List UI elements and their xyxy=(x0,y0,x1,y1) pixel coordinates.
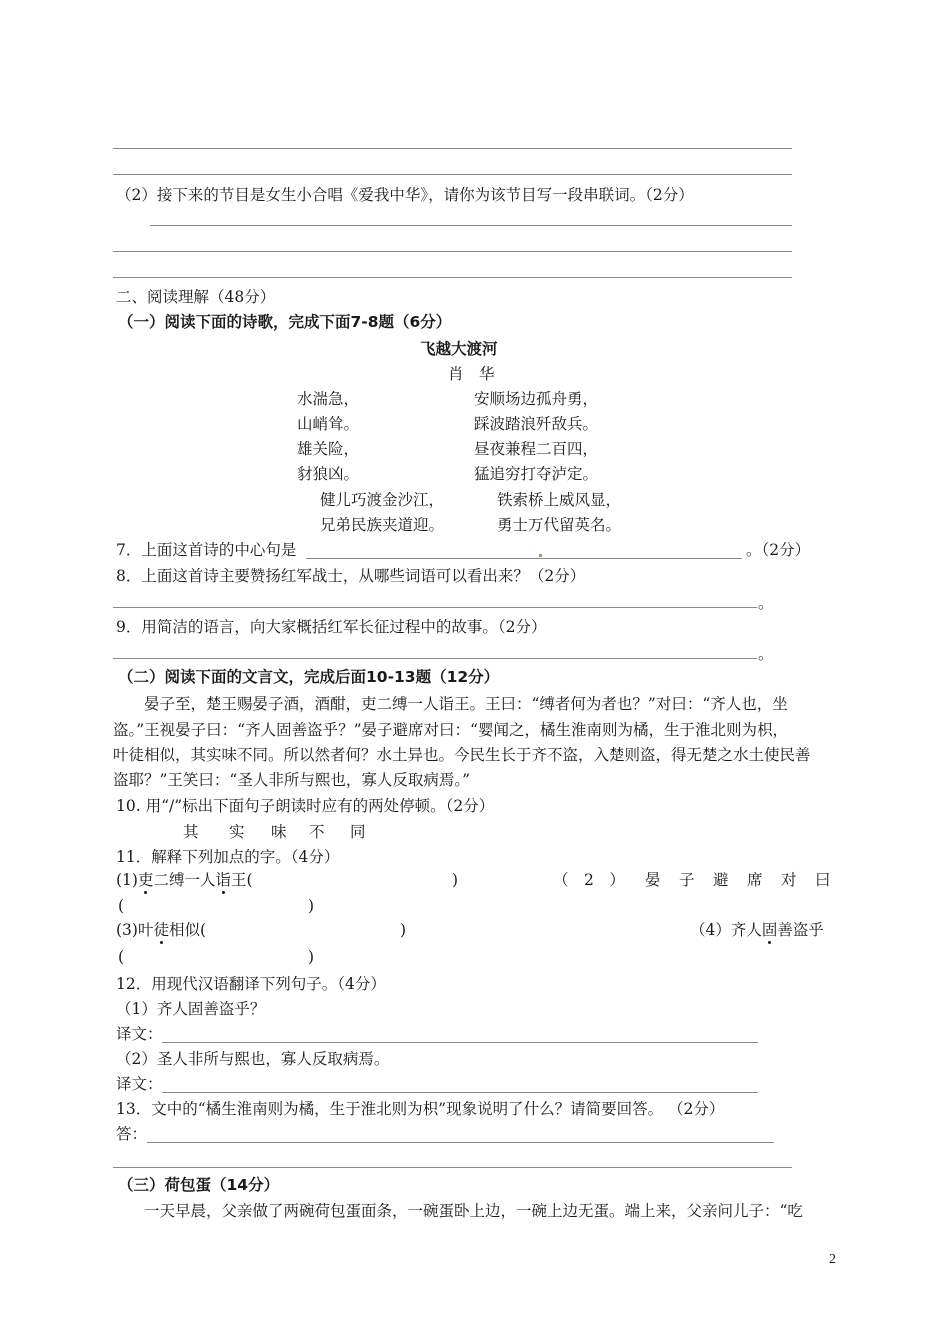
poem-author: 肖 华 xyxy=(448,365,495,383)
question-9: 9．用简洁的语言，向大家概括红军长征过程中的故事。（2分） xyxy=(116,618,547,636)
pause-char[interactable]: 其 xyxy=(183,823,199,841)
part-1-title: （一）阅读下面的诗歌，完成下面7-8题（6分） xyxy=(118,313,452,331)
answer-end-mark: 。 xyxy=(758,594,774,612)
dotted-char: 吏 xyxy=(137,871,154,889)
q11-item-4 xyxy=(690,920,824,940)
question-8: 8．上面这首诗主要赞扬红军战士，从哪些词语可以看出来？（2分） xyxy=(116,567,586,585)
poem-title: 飞越大渡河 xyxy=(420,340,498,358)
story-line: 一天早晨，父亲做了两碗荷包蛋面条，一碗蛋卧上边，一碗上边无蛋。端上来，父亲问儿子：“吃 xyxy=(144,1202,803,1220)
question-7-suffix: 。（2分） xyxy=(746,541,811,559)
pause-char[interactable]: 味 xyxy=(271,823,287,841)
question-12: 12．用现代汉语翻译下列句子。（4分） xyxy=(116,975,386,993)
answer-end-mark: 。 xyxy=(758,645,774,663)
question-6-2: （2）接下来的节目是女生小合唱《爱我中华》，请你为该节目写一段串联词。（2分） xyxy=(116,186,694,204)
poem-line: 雄关险， xyxy=(297,440,360,458)
q11-item-3 xyxy=(116,920,206,940)
paren-open: ( xyxy=(118,948,125,966)
q11-item-2-label: （ 2 ） xyxy=(553,871,625,889)
answer-line[interactable] xyxy=(113,277,792,278)
pause-char[interactable]: 同 xyxy=(350,823,366,841)
question-11: 11．解释下列加点的字。（4分） xyxy=(116,848,340,866)
passage-line: 盗耶？”王笑曰：“圣人非所与熙也，寡人反取病焉。” xyxy=(113,771,471,789)
passage-line: 叶徒相似，其实味不同。所以然者何？水土异也。今民生长于齐不盗，入楚则盗，得无楚之水土使民善 xyxy=(113,746,811,764)
answer-line[interactable] xyxy=(113,251,792,252)
item-text: 善盗乎 xyxy=(777,921,824,939)
item-text: 相似 xyxy=(168,921,200,939)
q11-item-2-char: 避 xyxy=(713,871,729,889)
poem-line: 猛追穷打夺泸定。 xyxy=(474,465,599,483)
poem-line: 踩波踏浪歼敌兵。 xyxy=(474,415,599,433)
answer-line[interactable] xyxy=(150,225,792,226)
answer-label: 答： xyxy=(116,1125,148,1143)
question-12-2: （2）圣人非所与熙也，寡人反取病焉。 xyxy=(116,1050,390,1068)
poem-line: 水湍急， xyxy=(297,390,360,408)
part-2-title: （二）阅读下面的文言文，完成后面10-13题（12分） xyxy=(118,668,500,686)
paren-close: ) xyxy=(452,871,459,889)
poem-line: 健儿巧渡金沙江， xyxy=(320,491,445,509)
item-text: 二缚一人 xyxy=(153,871,216,889)
q11-item-1 xyxy=(116,870,253,890)
paren-close: ) xyxy=(308,948,315,966)
poem-line: 铁索桥上威风显， xyxy=(497,491,622,509)
dotted-char: 固 xyxy=(761,921,778,939)
answer-line[interactable] xyxy=(147,1142,774,1143)
q11-item-2-char: 曰 xyxy=(815,871,831,889)
poem-line: 昼夜兼程二百四， xyxy=(474,440,599,458)
pause-char[interactable]: 不 xyxy=(309,823,325,841)
dotted-char: 诣 xyxy=(215,871,232,889)
answer-line[interactable] xyxy=(113,1167,792,1168)
pause-char[interactable]: 实 xyxy=(229,823,245,841)
q11-item-2-char: 晏 xyxy=(645,871,661,889)
answer-line[interactable] xyxy=(113,174,792,175)
section-2-title: 二、阅读理解（48分） xyxy=(116,288,276,306)
paren-close: ) xyxy=(308,897,315,915)
passage-line: 盗。”王视晏子曰：“齐人固善盗乎？”晏子避席对曰：“婴闻之，橘生淮南则为橘，生于淮北则为枳， xyxy=(113,721,788,739)
dotted-char: 席 xyxy=(747,870,950,890)
passage-line: 晏子至，楚王赐晏子酒，酒酣，吏二缚一人诣王。王曰：“缚者何为者也？”对曰：“齐人也，坐 xyxy=(144,695,788,713)
answer-blank-mark xyxy=(539,554,542,557)
paren-close: ) xyxy=(400,921,407,939)
answer-line[interactable] xyxy=(113,607,757,608)
q11-item-2-char: 对 xyxy=(781,871,797,889)
paren-open: ( xyxy=(200,921,207,939)
poem-line: 勇士万代留英名。 xyxy=(497,516,622,534)
poem-line: 豺狼凶。 xyxy=(297,465,360,483)
item-text: （4）齐人 xyxy=(690,921,762,939)
answer-line[interactable] xyxy=(113,148,792,149)
translate-label: 译文： xyxy=(116,1075,163,1093)
paren-open: ( xyxy=(118,897,125,915)
answer-line[interactable] xyxy=(113,658,757,659)
item-text: 王 xyxy=(231,871,247,889)
q11-item-2-char: 子 xyxy=(679,871,695,889)
page-number: 2 xyxy=(829,1252,836,1267)
item-number: (1) xyxy=(116,871,138,889)
poem-line: 山峭耸。 xyxy=(297,415,360,433)
answer-blank[interactable] xyxy=(306,558,742,559)
poem-line: 安顺场边孤舟勇， xyxy=(474,390,599,408)
part-3-title: （三）荷包蛋（14分） xyxy=(118,1176,280,1194)
item-text: (3)叶 xyxy=(116,921,154,939)
translation-line[interactable] xyxy=(162,1092,758,1093)
translation-line[interactable] xyxy=(162,1042,758,1043)
question-10: 10. 用“/”标出下面句子朗读时应有的两处停顿。（2分） xyxy=(116,797,495,815)
poem-line: 兄弟民族夹道迎。 xyxy=(320,516,445,534)
question-7: 7．上面这首诗的中心句是 xyxy=(116,541,297,559)
dotted-char: 徒 xyxy=(153,921,169,939)
question-13: 13．文中的“橘生淮南则为橘，生于淮北则为枳”现象说明了什么？请简要回答。 （2分） xyxy=(116,1100,725,1118)
paren-open: ( xyxy=(246,871,253,889)
translate-label: 译文： xyxy=(116,1025,163,1043)
question-12-1: （1）齐人固善盗乎？ xyxy=(116,1000,266,1018)
